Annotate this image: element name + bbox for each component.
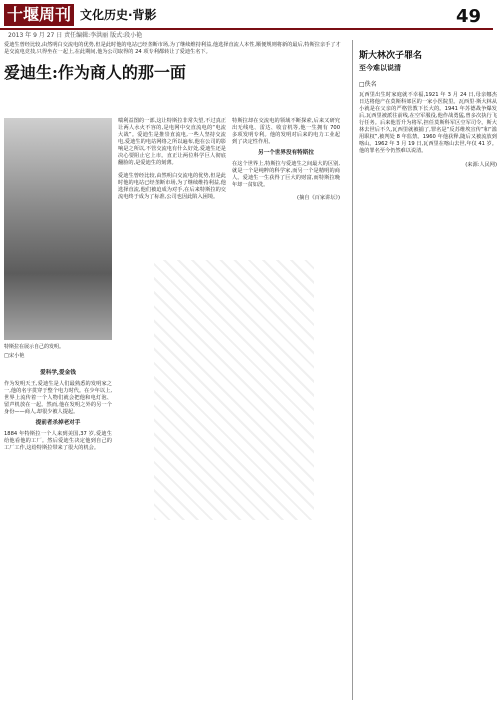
subhead-3: 另一个世界没有特斯拉 [258,150,314,156]
column-1 [4,366,112,452]
column-1-text-b: 1884 年特斯拉一个人来到美国,37 岁,爱迪生给他看他的工厂。然后爱迪生决定他到自己的工厂工作,这给特斯拉带来了很大的机会。 [4,431,112,451]
column-3-text-b: 在这个世界上,特斯拉与爱迪生之间最大的区别,就是一个是纯粹的科学家,而另一个是精明的商人。爱迪生一生获得了巨大的财富,而特斯拉晚年却一贫如洗。 [232,161,340,188]
article-intro: 爱迪生曾经比较,由然明白交流电的优势,但是此时他的电站已经垄断市场,为了继续维持利益,他选择直流人本性,顺便规则将新的最后,特斯拉亲手了才是交流电竞技,只得坐在一起上,在此期间,他为公司取得的 24 项专利都转让了爱迪生名下。 [4,42,341,55]
sidebar-subtitle: 至今难以说清 [359,64,401,72]
column-2-text-b: 爱迪生曾经比较,由然明白交流电的优势,但是此时他的电站已经垄断市场,为了继续维持利益,他选择直流,他们被迫成为对手,在后来特斯拉的交流电终于成为了标准,公司也因此陷入困境。 [118,173,226,200]
main-article [4,40,344,700]
column-1-text: 作为发明天王,爱迪生是人们最熟悉的发明家之一,他的名字贯穿于整个电力时代。在少年以上,世界上流传着一个人物们就会把他和电灯泡、留声机放在一起。然而,他在发明之外的另一个身份——商人,却很少被人提起。 [4,381,112,415]
byline: □宋小艳 [4,353,25,359]
subhead-1: 爱科学,爱金钱 [40,370,76,376]
column-3-text: 特斯拉却在交流电的领域不断探索,后来又研究出无线电、雷达、收音机等,他一生拥有 700 多项发明专利。他的发明对后来的电力工业起到了决定性作用。 [232,118,340,145]
sidebar-author: □佚名 [359,81,377,88]
sidebar-article [352,40,497,700]
section-title: 文化历史·背影 [80,8,157,22]
masthead: 十堰周刊 [4,4,74,26]
tesla-photo [4,118,112,350]
subhead-2: 提前者杀掉老对手 [35,420,81,426]
issue-line: 2013 年 9 月 27 日 责任编辑:李洪丽 版式:段小艳 [8,32,143,39]
page-header [0,0,493,39]
page-number: 49 [455,6,481,27]
sidebar-title: 斯大林次子罪名 [359,51,423,61]
article-title: 爱迪生:作为商人的那一面 [4,63,186,82]
photo-caption: 特斯拉在展示自己的发明。 [4,344,65,350]
column-3 [232,118,340,202]
watermark [154,260,314,520]
column-2-text: 喘利益图的一部,这让特斯拉非常失望,不过真正让两人水火不容的,是电网中交直流电的“电流大战”。爱迪生是推崇直流电,一些人坚持交流电,爱迪生的电站网络之所以遍布,他在公司的影响是之所以,不管交流电有什么好处,爱迪生还是决心要阻止它上市。直正让两位科学巨人彻底翻脸的,是爱迪生的刻薄。 [118,118,226,166]
article-source: (摘自《百家讲坛》) [297,195,340,201]
column-2 [118,118,226,201]
sidebar-source: (来源:人民网) [465,162,497,168]
sidebar-body: 瓦西里出生时家庭就不幸福,1921 年 3 月 24 日,母亲娜杰日达将他产在莫斯科郊区的一家小医院里。瓦西里·斯大林从小就是在父亲的严格管教下长大的。1941 年苏德战争爆发后,瓦西里被派往前线,在空军服役,他作战勇猛,曾多次执行飞行任务。后来他晋升为将军,担任莫斯科军区空军司令。斯大林去世后不久,瓦西里就被捕了,罪名是“反苏维埃宣传”和“滥用职权”,被判处 8 年监禁。1960 年他获释,随后又被流放到喀山。1962 年 3 月 19 日,瓦西里在喀山去世,年仅 41 岁。他的罪名至今仍然难以说清。 [359,92,497,154]
